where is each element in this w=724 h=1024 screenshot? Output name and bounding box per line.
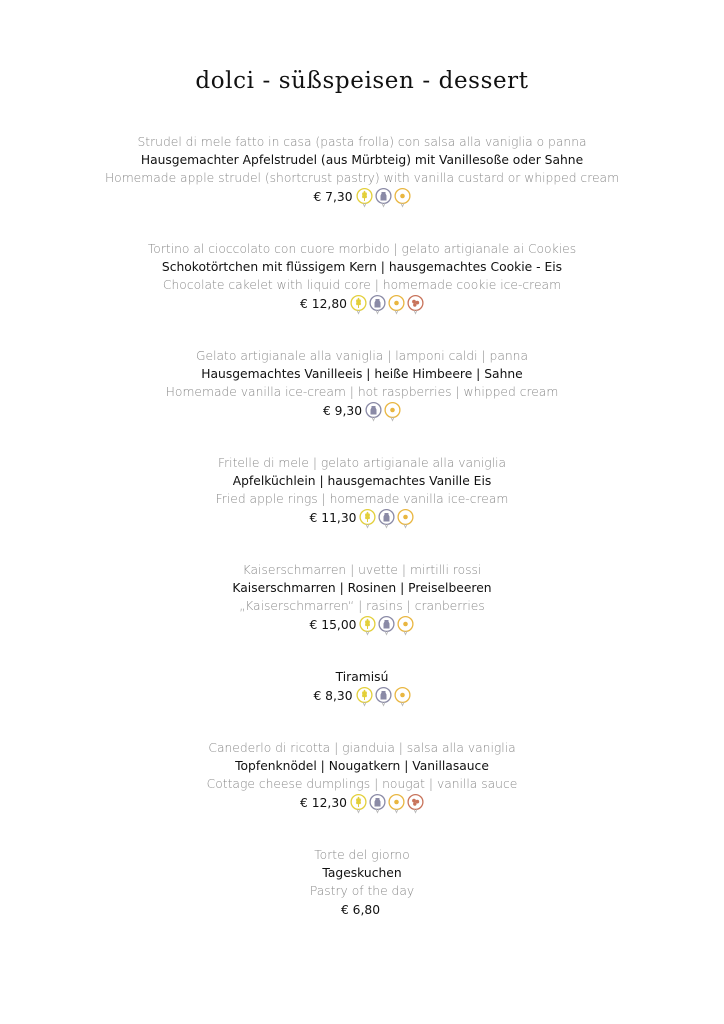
item-price: € 11,30 [309, 511, 357, 525]
price-row [0, 686, 724, 706]
item-name-english: Cottage cheese dumplings | nougat | vanilla sauce [206, 777, 518, 791]
egg-icon [394, 686, 411, 707]
item-name-german: Tageskuchen [322, 866, 402, 880]
price-row [0, 401, 724, 421]
egg-icon [388, 793, 405, 814]
price-row [0, 793, 724, 813]
item-name-italian: Gelato artigianale alla vaniglia | lamponi caldi | panna [196, 349, 528, 363]
item-name-english: Chocolate cakelet with liquid core | homemade cookie ice-cream [162, 278, 562, 292]
milk-icon [375, 187, 392, 208]
menu-item [0, 739, 724, 813]
price-row [0, 187, 724, 207]
milk-icon [369, 793, 386, 814]
allergen-icons [359, 508, 414, 529]
milk-icon [378, 615, 395, 636]
menu-item [0, 846, 724, 920]
item-name-german: Kaiserschmarren | Rosinen | Preiselbeeren [232, 581, 492, 595]
gluten-icon [356, 187, 373, 208]
item-price: € 15,00 [309, 618, 357, 632]
menu-item [0, 454, 724, 528]
price-row [0, 508, 724, 528]
allergen-icons [356, 686, 411, 707]
item-price: € 8,30 [313, 689, 353, 703]
item-name-italian: Fritelle di mele | gelato artigianale alla vaniglia [217, 456, 507, 470]
milk-icon [369, 294, 386, 315]
item-price: € 12,80 [300, 297, 347, 311]
item-name-german: Hausgemachtes Vanilleeis | heiße Himbeere | Sahne [201, 367, 523, 381]
item-price: € 9,30 [322, 404, 363, 418]
egg-icon [384, 401, 401, 422]
item-name-german: Tiramisú [335, 670, 389, 684]
egg-icon [394, 187, 411, 208]
item-name-english: „Kaiserschmarren“ | rasins | cranberries [239, 599, 485, 613]
gluten-icon [350, 793, 367, 814]
price-row [0, 900, 724, 920]
menu-item [0, 347, 724, 421]
menu-item [0, 668, 724, 706]
allergen-icons [359, 615, 414, 636]
item-price: € 12,30 [300, 796, 347, 810]
item-name-german: Hausgemachter Apfelstrudel (aus Mürbteig) mit Vanillesoße oder Sahne [140, 153, 584, 167]
gluten-icon [356, 686, 373, 707]
item-name-italian: Tortino al cioccolato con cuore morbido | gelato artigianale ai Cookies [147, 242, 577, 256]
menu-item [0, 133, 724, 207]
menu-item [0, 240, 724, 314]
menu-item [0, 561, 724, 635]
egg-icon [397, 508, 414, 529]
item-name-german: Apfelküchlein | hausgemachtes Vanille Eis [232, 474, 492, 488]
gluten-icon [350, 294, 367, 315]
item-name-italian: Kaiserschmarren | uvette | mirtilli rossi [242, 563, 482, 577]
allergen-icons [356, 187, 411, 208]
nuts-icon [407, 793, 424, 814]
egg-icon [388, 294, 405, 315]
item-price: € 7,30 [313, 190, 353, 204]
price-row [0, 615, 724, 635]
allergen-icons [365, 401, 401, 422]
gluten-icon [359, 508, 376, 529]
item-name-italian: Strudel di mele fatto in casa (pasta frolla) con salsa alla vaniglia o panna [137, 135, 587, 149]
item-price: € 6,80 [340, 903, 381, 917]
item-name-german: Topfenknödel | Nougatkern | Vanillasauce [235, 759, 489, 773]
milk-icon [375, 686, 392, 707]
item-name-english: Fried apple rings | homemade vanilla ice-cream [215, 492, 509, 506]
milk-icon [365, 401, 382, 422]
item-name-italian: Canederlo di ricotta | gianduia | salsa alla vaniglia [208, 741, 516, 755]
item-name-english: Pastry of the day [309, 884, 415, 898]
nuts-icon [407, 294, 424, 315]
allergen-icons [350, 793, 424, 814]
page-title: dolci - süßspeisen - dessert [195, 68, 529, 94]
item-name-english: Homemade vanilla ice-cream | hot raspberries | whipped cream [165, 385, 559, 399]
item-name-italian: Torte del giorno [314, 848, 410, 862]
gluten-icon [359, 615, 376, 636]
milk-icon [378, 508, 395, 529]
allergen-icons [350, 294, 424, 315]
price-row [0, 294, 724, 314]
egg-icon [397, 615, 414, 636]
item-name-english: Homemade apple strudel (shortcrust pastry) with vanilla custard or whipped cream [104, 171, 620, 185]
item-name-german: Schokotörtchen mit flüssigem Kern | hausgemachtes Cookie - Eis [161, 260, 563, 274]
